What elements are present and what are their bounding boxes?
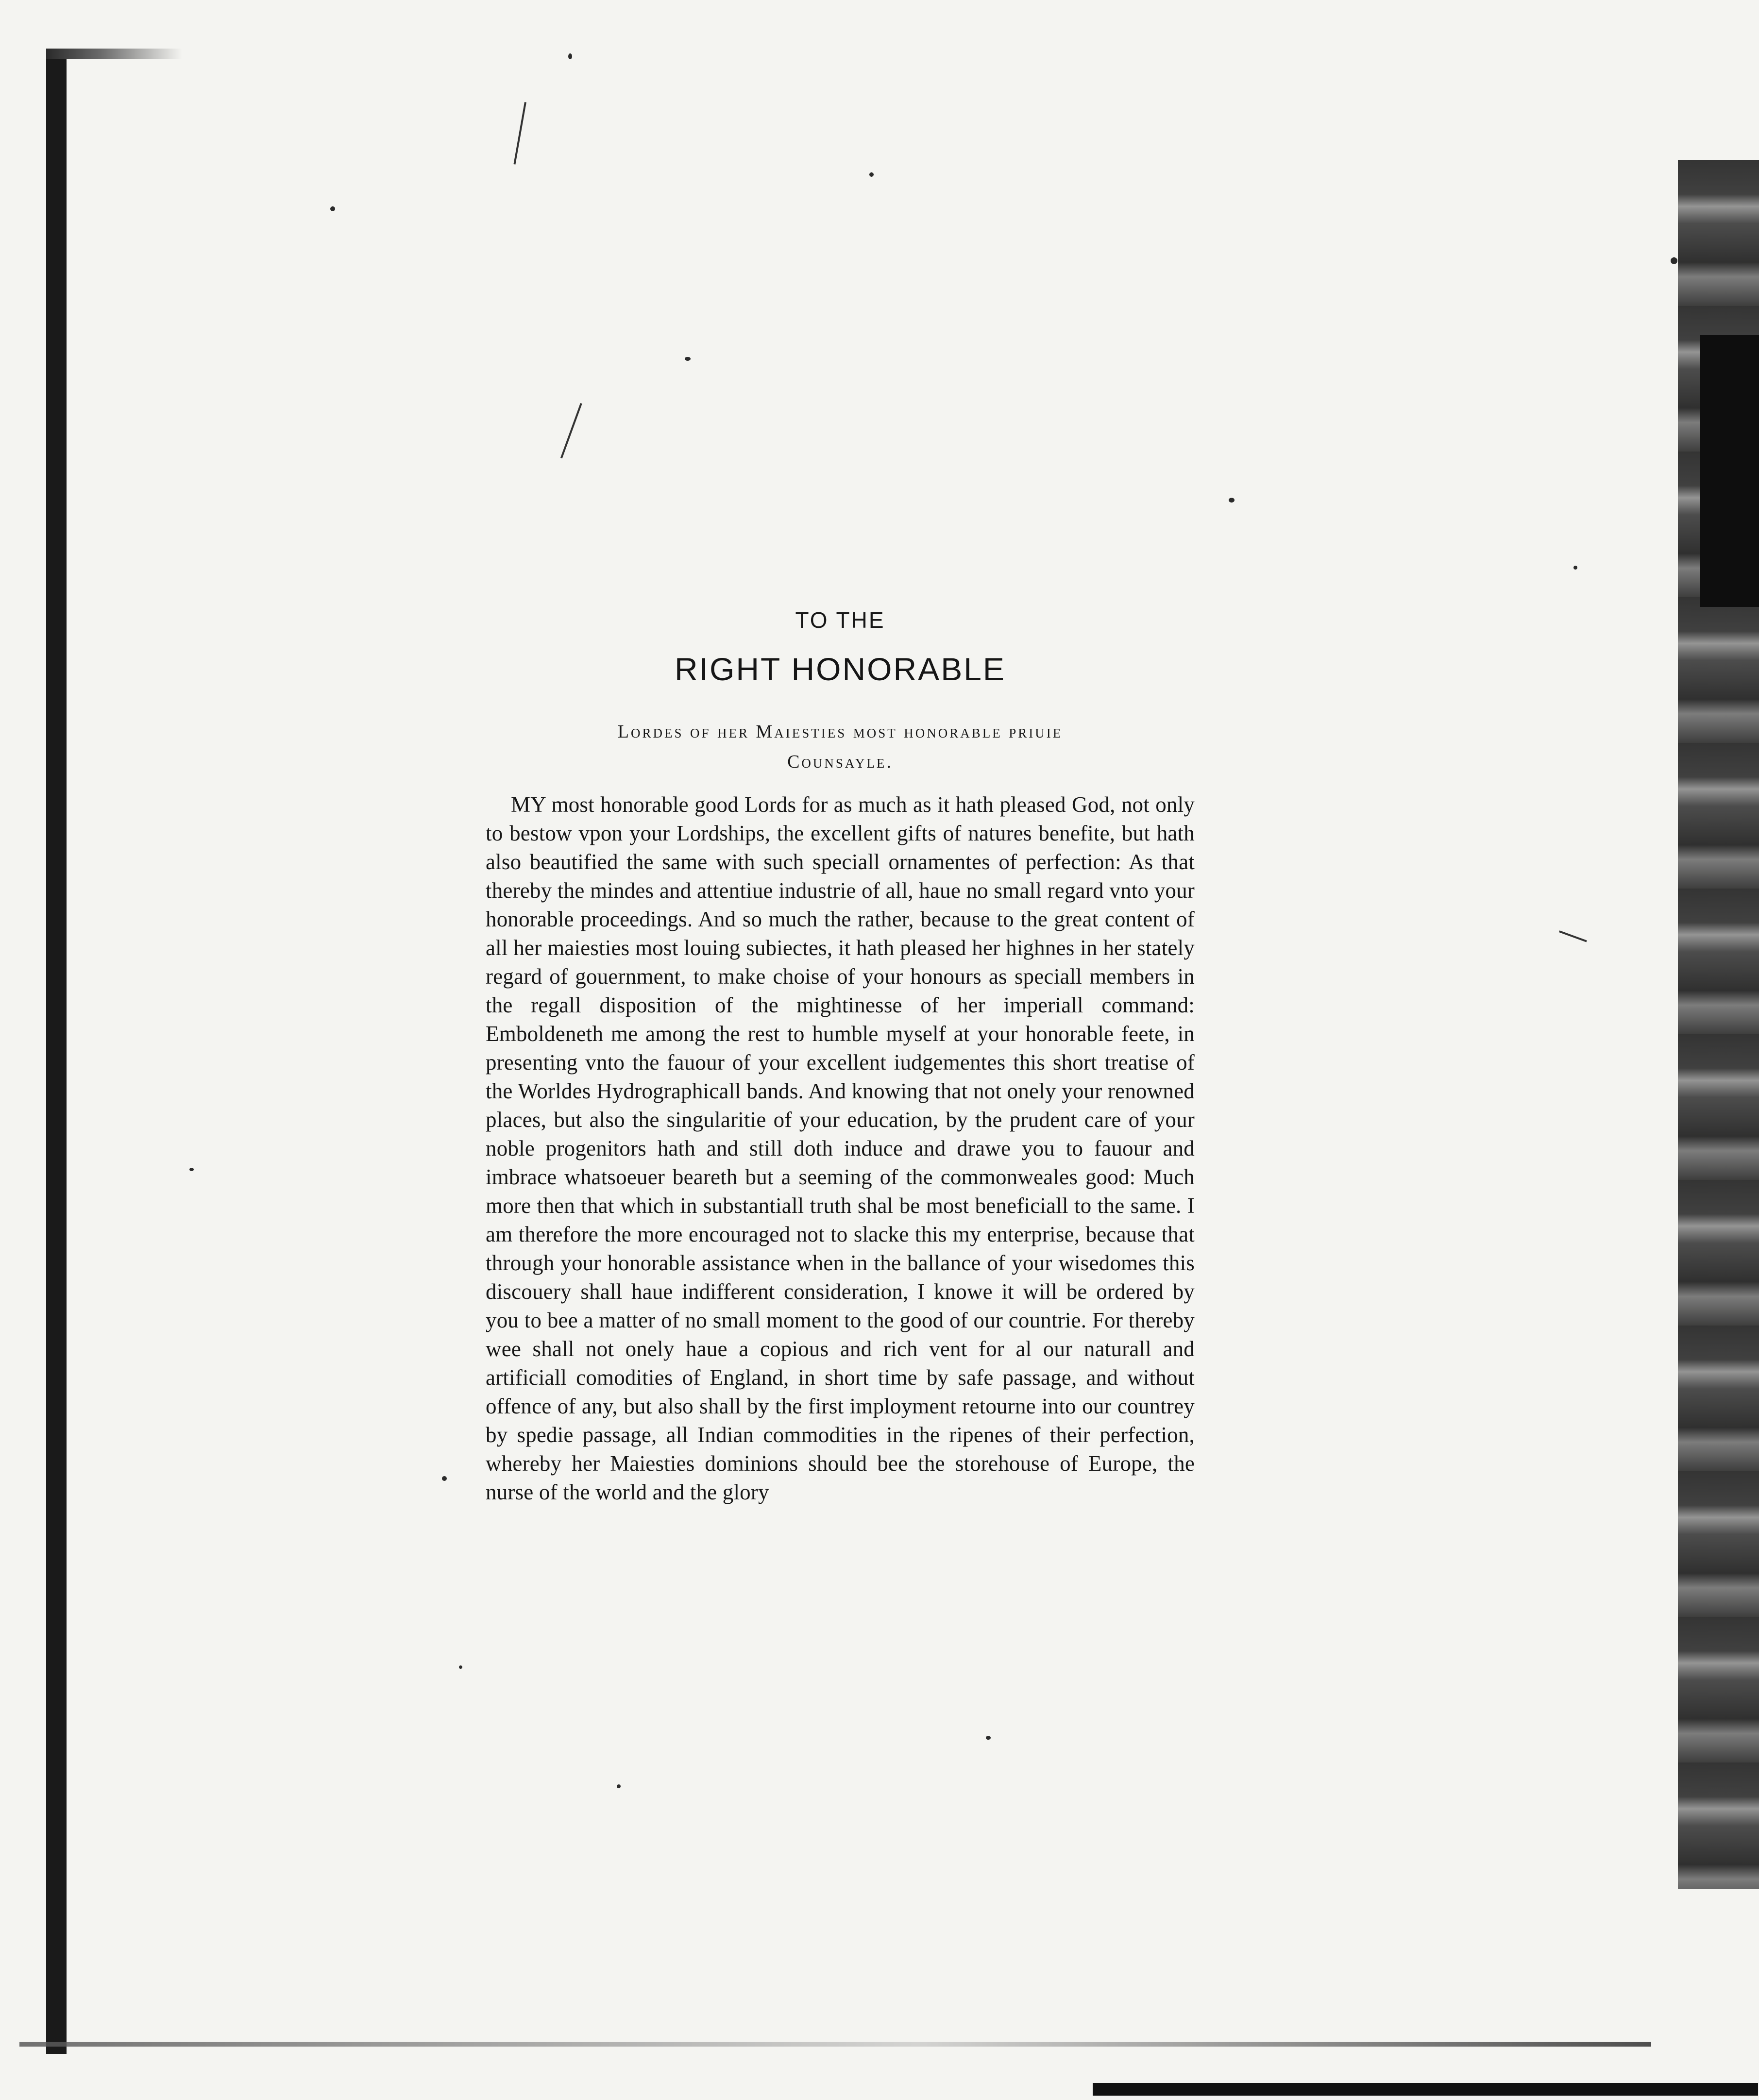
scan-edge-bottom-thick <box>1093 2083 1758 2096</box>
document-page <box>486 607 1195 1507</box>
heading-title: RIGHT HONORABLE <box>675 651 1006 687</box>
scan-edge-right-dark <box>1700 335 1759 607</box>
scan-speck <box>442 1476 447 1481</box>
subheading <box>486 717 1195 777</box>
scan-edge-left-top <box>46 49 182 59</box>
scan-mark <box>1559 930 1587 942</box>
scan-speck <box>685 357 691 361</box>
scan-mark <box>560 403 582 458</box>
scan-speck <box>986 1736 991 1740</box>
scan-speck <box>1229 498 1235 503</box>
subheading-line: Counsayle. <box>787 752 893 772</box>
body-paragraph: MY most honorable good Lords for as much as it hath pleased God, not only to bestow vpon your Lordships, the excellent gifts of natures benefite, but hath also beautified the same with such speciall ornamentes of perfection: As that thereby the mindes and attentiue industrie of all, haue no small regard vnto your honorable proceedings. And so much the rather, because to the great content of all her maiesties most louing subiectes, it hath pleased her highnes in her stately regard of gouernment, to make choise of your honours as speciall members in the regall disposition of the mightinesse of her imperiall command: Emboldeneth me among the rest to humble myself at your honorable feete, in presenting vnto the fauour of your excellent iudgementes this short treatise of the Worldes Hydrographicall bands. And knowing that not onely your renowned places, but also the singularitie of your education, by the prudent care of your noble progenitors hath and still doth induce and drawe you to fauour and imbrace whatsoeuer beareth but a seeming of the commonweales good: Much more then that which in substantiall truth shal be most beneficiall to the same. I am therefore the more encouraged not to slacke this my enterprise, because that through your honorable assistance when in the ballance of your wisedomes this discouery shall haue indifferent consideration, I knowe it will be ordered by you to bee a matter of no small moment to the good of our countrie. For thereby wee shall not onely haue a copious and rich vent for al our naturall and artificiall comodities of England, in short time by safe passage, and without offence of any, but also shall by the first imployment retourne into our countrey by spedie passage, all Indian commodities in the ripenes of their perfection, whereby her Maiesties dominions should bee the storehouse of Europe, the nurse of the world and the glory <box>486 792 1195 1504</box>
scan-edge-bottom <box>19 2042 1651 2047</box>
scan-speck <box>568 53 572 59</box>
scan-speck <box>189 1168 194 1171</box>
subheading-line: Lordes of her Maiesties most honorable priuie <box>617 722 1063 742</box>
heading-to: TO THE <box>795 607 885 633</box>
scan-edge-left <box>46 49 67 2054</box>
scan-speck <box>1671 257 1677 264</box>
scan-speck <box>1573 566 1577 570</box>
scan-mark <box>513 102 526 165</box>
scan-speck <box>459 1665 462 1669</box>
scan-speck <box>617 1784 621 1788</box>
scan-speck <box>869 172 874 177</box>
scan-speck <box>330 206 335 211</box>
